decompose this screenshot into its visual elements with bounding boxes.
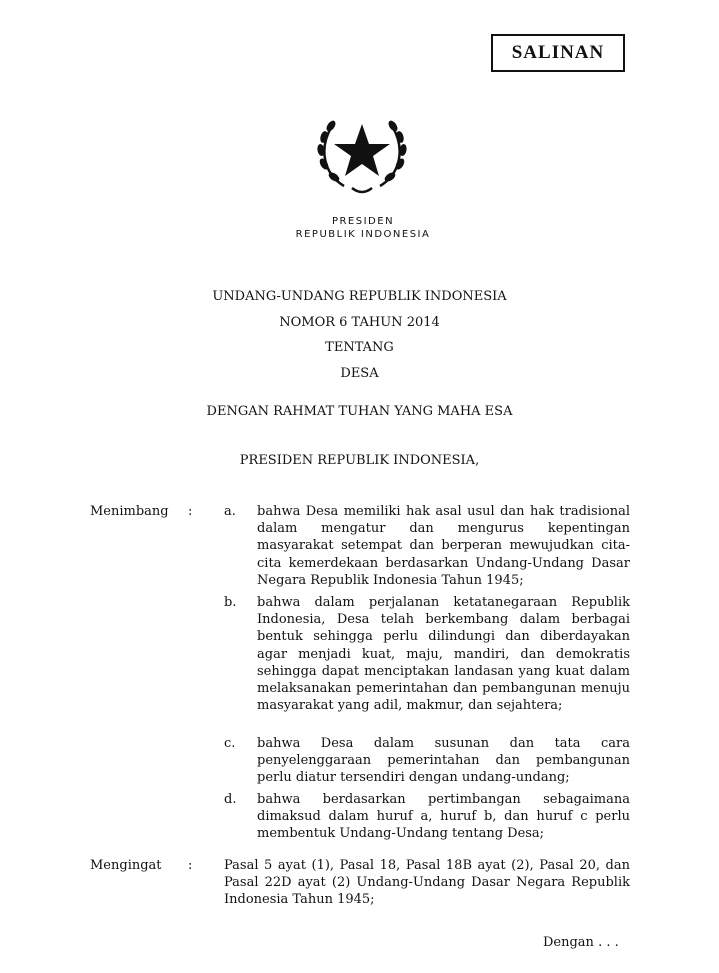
- observing-label: Mengingat: [90, 858, 162, 873]
- considering-item-d: bahwa berdasarkan pertimbangan sebagaimana dimaksud dalam huruf a, huruf b, dan huruf c perlu membentuk Undang-Undang tentang Desa;: [257, 792, 630, 842]
- considering-item-a: bahwa Desa memiliki hak asal usul dan hak tradisional dalam mengatur dan mengurus kepentingan masyarakat setempat dan berperan mewujudkan cita-cita kemerdekaan berdasarkan Undang-Undang Dasar Negara Republik Indonesia Tahun 1945;: [257, 504, 630, 588]
- law-subject: DESA: [340, 366, 379, 381]
- president-heading: PRESIDEN REPUBLIK INDONESIA,: [239, 453, 480, 468]
- salinan-stamp: SALINAN: [491, 34, 625, 72]
- considering-mark-c: c.: [224, 736, 236, 751]
- law-title: UNDANG-UNDANG REPUBLIK INDONESIA: [212, 289, 507, 304]
- emblem-caption: [280, 215, 446, 241]
- considering-colon: :: [188, 504, 193, 519]
- law-number: NOMOR 6 TAHUN 2014: [279, 315, 440, 330]
- law-about: TENTANG: [325, 340, 394, 355]
- considering-item-b: bahwa dalam perjalanan ketatanegaraan Republik Indonesia, Desa telah berkembang dalam berbagai bentuk sehingga perlu dilindungi dan diberdayakan agar menjadi kuat, maju, mandiri, dan demokratis sehingga dapat menciptakan landasan yang kuat dalam melaksanakan pemerintahan dan pembangunan menuju masyarakat yang adil, makmur, dan sejahtera;: [257, 595, 630, 714]
- observing-colon: :: [188, 858, 193, 873]
- considering-mark-b: b.: [224, 595, 237, 610]
- considering-item-c: bahwa Desa dalam susunan dan tata cara penyelenggaraan pemerintahan dan pembangunan perlu diatur tersendiri dengan undang-undang;: [257, 736, 630, 786]
- page-continuation: Dengan . . .: [543, 935, 619, 950]
- considering-mark-a: a.: [224, 504, 236, 519]
- emblem-caption-line1: PRESIDEN: [331, 216, 395, 227]
- considering-mark-d: d.: [224, 792, 237, 807]
- observing-text: Pasal 5 ayat (1), Pasal 18, Pasal 18B ayat (2), Pasal 20, dan Pasal 22D ayat (2) Undang-Undang Dasar Negara Republik Indonesia Tahun 1945;: [224, 858, 630, 908]
- invocation: DENGAN RAHMAT TUHAN YANG MAHA ESA: [206, 404, 513, 419]
- presidential-emblem-icon: [314, 104, 410, 200]
- emblem-caption-line2: REPUBLIK INDONESIA: [295, 229, 431, 240]
- considering-label: Menimbang: [90, 504, 169, 519]
